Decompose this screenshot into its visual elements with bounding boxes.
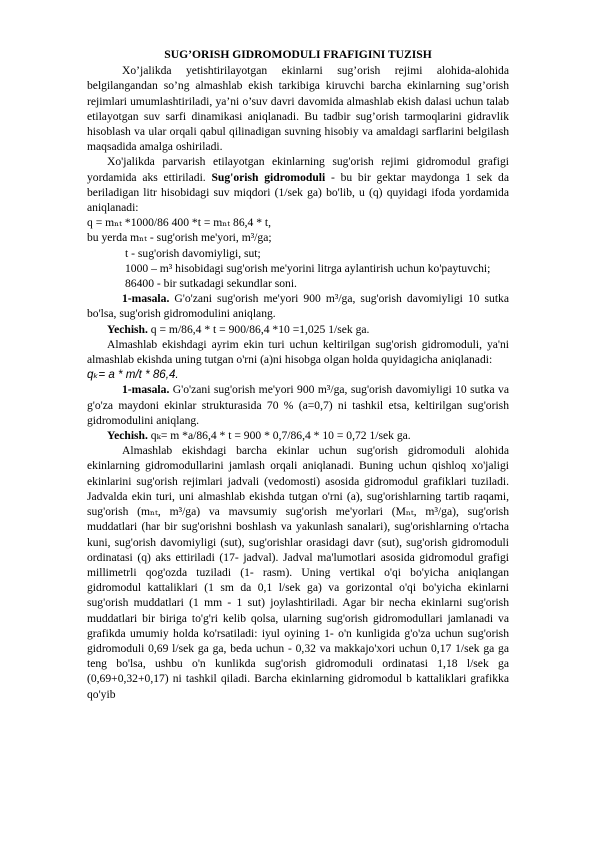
definition-lead: Xo'jalikda parvarish etilayotgan ekinlarning sug'orish rejimi gidromodul grafigi yordamida aks ettiriladi. — [87, 155, 509, 184]
formula-q: q = mₙₜ *1000/86 400 *t = mₙₜ 86,4 * t, — [87, 216, 272, 230]
solution-2 — [87, 428, 509, 443]
solution-1-label: Yechish. — [107, 322, 148, 336]
paragraph-gidromodul-definition — [87, 154, 509, 215]
formula-qk: qₖ= a * m/t * 86,4. — [87, 368, 179, 382]
where-line-2: t - sug'orish davomiyligi, sut; — [125, 246, 261, 260]
page-title: SUG’ORISH GIDROMODULI FRAFIGINI TUZISH — [164, 48, 432, 61]
paragraph-graph-construction: Almashlab ekishdagi barcha ekinlar uchun sug'orish gidromoduli alohida ekinlarning gidromodullarini jamlash orqali aniqlanadi. Buning uchun qishloq xo'jaligi ekinlarini sug'orish rejimlari jadvali (vedomosti) asosida gidromodul grafiklari tuziladi. Jadvalda ekin turi, uni almashlab ekishda tutgan o'rni (a), sug'orishlarning tartib raqami, sug'orish (mₙₜ, m³/ga) va mavsumiy sug'orish me'yorlari (Mₙₜ, m³/ga), sug'orish muddatlari (har bir sug'orishni boshlash va yakunlash sanalari), sug'orishlarning o'rtacha kuni, sug'orish davomiyligi (sut), sug'orishlar orasidagi davr (sut), sug'orish gidromoduli ordinatasi (q) aks ettiriladi (17- jadval). Jadval ma'lumotlari asosida gidromodul grafigi millimetrli qog'ozda tuziladi (1- rasm). Uning vertikal o'qi bo'yicha aniqlangan gidromodul kattaliklari (1 sm da 0,1 l/sek ga) va gorizontal o'qi bo'yicha ekinlarni sug'orish muddatlari (1 mm - 1 sut) joylashtiriladi. Agar bir necha ekinlarni sug'orish muddatlari bir biriga to'g'ri kelib qolsa, ularning sug'orish gidromodullari jamlanadi va grafikda umumiy holda ko'rsatiladi: iyul oyining 1- o'n kunligida g'o'za uchun sug'orish gidromoduli 0,69 l/sek ga ga, beda uchun - 0,32 va makkajo'xori uchun 0,17 1/sek ga ga teng bo'lsa, ushbu o'n kunlikda sug'orish gidromoduli ordinatasi 1,18 l/sek ga (0,69+0,32+0,17) ni tashkil qiladi. Barcha ekinlarning gidromodul b kattaliklari grafikka qo'yib — [87, 444, 509, 701]
problem-1 — [87, 291, 509, 321]
paragraph-intro: Xo’jalikda yetishtirilayotgan ekinlarni sug’orish rejimi alohida-alohida belgilangandan so’ng almashlab ekish tarkibiga kiruvchi barcha ekinlarning sug’orish rejimlari umumlashtiriladi, ya’ni o’suv davri davomida almashlab ekish dalasi uchun talab etilayotgan suv sarfi dinamikasi aniqlanadi. Bu tadbir sug’orish tarmoqlarini gidravlik hisoblash va ular orqali qabul qilinadigan suvning hisobiy va amaldagi sarflarini belgilash maqsadida amalga oshiriladi. — [87, 64, 509, 154]
problem-1-text: G'o'zani sug'orish me'yori 900 m³/ga, sug'orish davomiyligi 10 sutka bo'lsa, sug'orish gidromodulini aniqlang. — [87, 292, 509, 321]
problem-2-text: G'o'zani sug'orish me'yori 900 m³/ga, sug'orish davomiyligi 10 sutka va g'o'za maydoni ekinlar strukturasida 70 % (a=0,7) ni tashkil etsa, keltirilgan sug'orish gidromodulini aniqlang. — [87, 383, 509, 427]
paragraph-reduced-gidromodul: Almashlab ekishdagi ayrim ekin turi uchun keltirilgan sug'orish gidromoduli, ya'ni almashlab ekishda uning tutgan o'rni (a)ni hisobga olgan holda quyidagicha aniqlanadi: — [87, 337, 509, 367]
where-line-1: bu yerda mₙₜ - sug'orish me'yori, m³/ga; — [87, 231, 272, 245]
solution-2-text: qₖ= m *a/86,4 * t = 900 * 0,7/86,4 * 10 = 0,72 1/sek ga. — [147, 429, 411, 443]
solution-2-label: Yechish. — [107, 429, 148, 443]
solution-1-text: q = m/86,4 * t = 900/86,4 *10 =1,025 1/sek ga. — [147, 322, 370, 336]
definition-body: - bu bir gektar maydonga 1 sek da beriladigan litr hisobidagi suv miqdori (1/sek ga) bo'lib, u (q) quyidagi ifoda yordamida aniqlanadi: — [87, 170, 509, 215]
where-line-4: 86400 - bir sutkadagi sekundlar soni. — [125, 277, 297, 291]
document-page — [87, 47, 509, 702]
problem-2 — [87, 382, 509, 428]
problem-2-label: 1-masala. — [122, 383, 170, 397]
definition-term: Sug'orish gidromoduli — [211, 170, 326, 184]
problem-1-label: 1-masala. — [122, 292, 170, 306]
where-line-3: 1000 – m³ hisobidagi sug'orish me'yorini litrga aylantirish uchun ko'paytuvchi; — [125, 261, 491, 275]
solution-1 — [87, 322, 509, 337]
